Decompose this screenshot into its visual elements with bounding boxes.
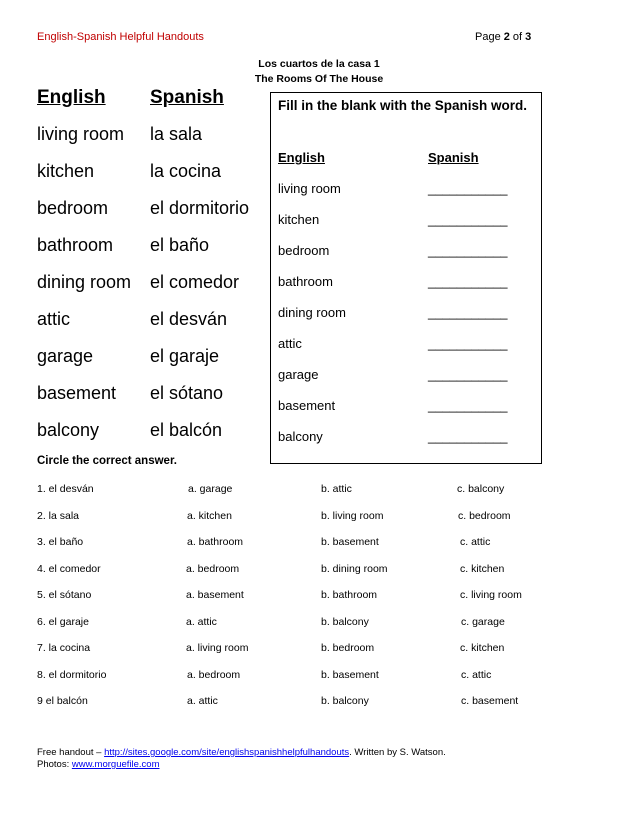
footer-author: . Written by S. Watson. xyxy=(349,747,446,758)
option-b[interactable]: b. bathroom xyxy=(321,589,378,601)
option-c[interactable]: c. living room xyxy=(460,589,522,601)
option-b[interactable]: b. bedroom xyxy=(321,642,375,654)
page-number: 2 xyxy=(503,31,510,43)
option-b[interactable]: b. dining room xyxy=(321,563,388,575)
question-text: 7. la cocina xyxy=(37,642,91,654)
vocab-english-word: garage xyxy=(37,346,94,366)
option-a[interactable]: a. bedroom xyxy=(186,563,240,575)
title-spanish: Los cuartos de la casa 1 xyxy=(258,58,380,70)
footer-photos xyxy=(37,759,160,770)
option-c[interactable]: c. bedroom xyxy=(458,510,511,522)
answer-blank[interactable]: ___________ xyxy=(428,243,508,258)
fill-english-word: attic xyxy=(278,336,302,351)
option-c[interactable]: c. balcony xyxy=(457,483,505,495)
vocab-spanish-word: la cocina xyxy=(150,161,222,181)
vocab-english-word: attic xyxy=(37,309,71,329)
question-text: 5. el sótano xyxy=(37,589,92,601)
vocab-english-word: kitchen xyxy=(37,161,95,181)
vocab-spanish-word: el desván xyxy=(150,309,228,329)
option-c[interactable]: c. kitchen xyxy=(460,642,505,654)
question-text: 2. la sala xyxy=(37,510,80,522)
handout-link[interactable]: http://sites.google.com/site/englishspanishhelpfulhandouts xyxy=(104,747,350,758)
page-indicator xyxy=(475,31,531,43)
answer-blank[interactable]: ___________ xyxy=(428,429,508,444)
vocab-spanish-header: Spanish xyxy=(150,87,224,108)
question-text: 6. el garaje xyxy=(37,616,89,628)
fill-english-word: living room xyxy=(278,181,341,196)
option-b[interactable]: b. living room xyxy=(321,510,384,522)
fill-english-header: English xyxy=(278,150,325,165)
fill-english-word: basement xyxy=(278,398,336,413)
option-a[interactable]: a. living room xyxy=(186,642,249,654)
answer-blank[interactable]: ___________ xyxy=(428,274,508,289)
option-c[interactable]: c. attic xyxy=(460,536,491,548)
vocab-english-header: English xyxy=(37,87,106,108)
option-a[interactable]: a. attic xyxy=(186,616,217,628)
option-c[interactable]: c. garage xyxy=(461,616,505,628)
vocab-english-word: living room xyxy=(37,124,125,144)
answer-blank[interactable]: ___________ xyxy=(428,367,508,382)
option-b[interactable]: b. basement xyxy=(321,536,379,548)
question-text: 9 el balcón xyxy=(37,695,88,707)
option-c[interactable]: c. attic xyxy=(461,669,492,681)
fill-spanish-header: Spanish xyxy=(428,150,479,165)
option-a[interactable]: a. basement xyxy=(186,589,244,601)
photos-prefix: Photos: xyxy=(37,759,72,770)
fill-in-title: Fill in the blank with the Spanish word. xyxy=(278,98,528,113)
vocab-english-word: dining room xyxy=(37,272,132,292)
option-a[interactable]: a. garage xyxy=(188,483,233,495)
question-text: 8. el dormitorio xyxy=(37,669,107,681)
answer-blank[interactable]: ___________ xyxy=(428,181,508,196)
question-text: 1. el desván xyxy=(37,483,94,495)
vocab-spanish-word: la sala xyxy=(150,124,203,144)
page-prefix: Page xyxy=(475,31,504,43)
fill-english-word: balcony xyxy=(278,429,323,444)
answer-blank[interactable]: ___________ xyxy=(428,336,508,351)
option-a[interactable]: a. kitchen xyxy=(187,510,232,522)
fill-english-word: garage xyxy=(278,367,319,382)
option-b[interactable]: b. balcony xyxy=(321,695,369,707)
option-a[interactable]: a. attic xyxy=(187,695,218,707)
vocab-spanish-word: el garaje xyxy=(150,346,220,366)
answer-blank[interactable]: ___________ xyxy=(428,398,508,413)
title-english: The Rooms Of The House xyxy=(254,73,384,85)
vocab-spanish-word: el balcón xyxy=(150,420,223,440)
option-a[interactable]: a. bedroom xyxy=(187,669,241,681)
vocab-english-word: bedroom xyxy=(37,198,109,218)
footer-credit xyxy=(37,747,446,758)
page-total: 3 xyxy=(525,31,532,43)
option-b[interactable]: b. balcony xyxy=(321,616,369,628)
fill-english-word: bedroom xyxy=(278,243,330,258)
vocab-spanish-word: el comedor xyxy=(150,272,240,292)
page-of: of xyxy=(509,31,526,43)
vocab-english-word: balcony xyxy=(37,420,100,440)
vocab-spanish-word: el dormitorio xyxy=(150,198,250,218)
option-b[interactable]: b. attic xyxy=(321,483,352,495)
fill-english-word: kitchen xyxy=(278,212,320,227)
vocab-english-word: basement xyxy=(37,383,117,403)
answer-blank[interactable]: ___________ xyxy=(428,212,508,227)
option-a[interactable]: a. bathroom xyxy=(187,536,244,548)
question-text: 3. el baño xyxy=(37,536,84,548)
footer-prefix: Free handout – xyxy=(37,747,105,758)
vocab-english-word: bathroom xyxy=(37,235,114,255)
option-b[interactable]: b. basement xyxy=(321,669,379,681)
option-c[interactable]: c. basement xyxy=(461,695,519,707)
answer-blank[interactable]: ___________ xyxy=(428,305,508,320)
photos-link[interactable]: www.morguefile.com xyxy=(71,759,160,770)
vocab-spanish-word: el baño xyxy=(150,235,210,255)
fill-english-word: bathroom xyxy=(278,274,333,289)
question-text: 4. el comedor xyxy=(37,563,101,575)
header-title: English-Spanish Helpful Handouts xyxy=(37,31,204,43)
option-c[interactable]: c. kitchen xyxy=(460,563,505,575)
vocab-spanish-word: el sótano xyxy=(150,383,224,403)
circle-section-title: Circle the correct answer. xyxy=(37,455,177,467)
fill-english-word: dining room xyxy=(278,305,346,320)
